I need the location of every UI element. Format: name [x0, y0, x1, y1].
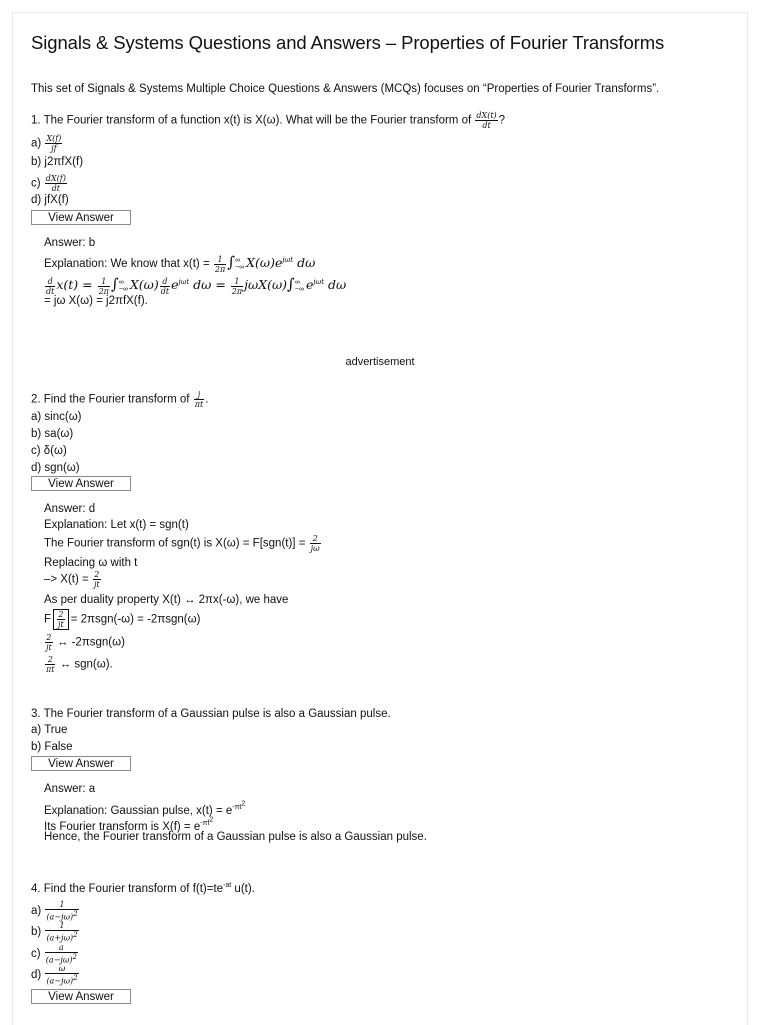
- q3-option-b: b) False: [31, 741, 73, 753]
- intro-text: This set of Signals & Systems Multiple Choice Questions & Answers (MCQs) focuses on “Properties of Fourier Transforms”.: [31, 83, 660, 95]
- q3-answer: Answer: a: [44, 783, 96, 795]
- q2-text: 2. Find the Fourier transform of $\frac{j}{\pi t}$ .: [31, 390, 209, 409]
- q3-expl-3: Hence, the Fourier transform of a Gaussian pulse is also a Gaussian pulse.: [44, 831, 427, 843]
- q2-option-a: a) sinc(ω): [31, 411, 82, 423]
- q4-option-b: b) $\frac{1}{(a+j\omega)^2}$: [31, 921, 78, 943]
- q1-answer: Answer: b: [44, 237, 96, 249]
- q3-view-answer-button[interactable]: View Answer: [31, 756, 131, 771]
- q1-text: 1. The Fourier transform of a function x(t) is X(ω). What will be the Fourier transform of $\frac{dX(t)}{dt}$ ?: [31, 111, 506, 130]
- q1-derivation: $\frac{d}{dt}$ x(t) = $\frac{1}{2\pi}$ ∫∞ −∞ X(ω) $\frac{d}{dt}$ $e^{j\omega t}$ dω = $\frac{1}{2\pi}$ jωX(ω)∫∞ −∞ $e^{j\omega t}$ dω: [46, 275, 347, 296]
- q2-option-c: c) δ(ω): [31, 445, 67, 457]
- q2-expl-3: Replacing ω with t: [44, 557, 138, 569]
- q2-expl-4: –> X(t) = $\frac{2}{jt}$: [44, 570, 100, 589]
- q4-text: 4. Find the Fourier transform of $f(t)=te^{-at}$ u(t).: [31, 882, 255, 895]
- advertisement-label: advertisement: [345, 356, 415, 368]
- q3-expl-2: Its Fourier transform is $X(f) = e^{-\pi f^2}$: [44, 817, 214, 834]
- page-title: Signals & Systems Questions and Answers – Properties of Fourier Transforms: [31, 32, 665, 53]
- q2-option-d: d) sgn(ω): [31, 462, 80, 474]
- q1-option-c: c) $\frac{dX(f)}{dt}$: [31, 174, 66, 193]
- q3-option-a: a) True: [31, 724, 68, 736]
- q4-view-answer-button[interactable]: View Answer: [31, 989, 131, 1004]
- q2-expl-8: $\frac{2}{\pi t}$ ↔ sgn(ω).: [46, 655, 113, 674]
- q2-expl-7: $\frac{2}{jt}$ ↔ -2πsgn(ω): [46, 633, 125, 652]
- q3-text: 3. The Fourier transform of a Gaussian pulse is also a Gaussian pulse.: [31, 708, 391, 720]
- q2-expl-5: As per duality property X(t) ↔ 2πx(-ω), we have: [44, 594, 289, 606]
- q2-view-answer-button[interactable]: View Answer: [31, 476, 131, 491]
- q2-expl-6: F $\frac{2}{jt}$ = 2πsgn(-ω) = -2πsgn(ω): [44, 610, 201, 629]
- q2-expl-1: Explanation: Let x(t) = sgn(t): [44, 519, 189, 531]
- q1-option-b: b) j2πfX(f): [31, 156, 84, 168]
- q2-expl-2: The Fourier transform of sgn(t) is X(ω) = F[sgn(t)] = $\frac{2}{j\omega}$: [44, 534, 320, 553]
- q1-view-answer-button[interactable]: View Answer: [31, 210, 131, 225]
- q3-expl-1: Explanation: Gaussian pulse, $x(t) = e^{-\pi t^2}$: [44, 801, 246, 818]
- q4-option-c: c) $\frac{a}{(a-j\omega)^2}$: [31, 943, 77, 965]
- q2-option-b: b) sa(ω): [31, 428, 74, 440]
- q1-fraction: $\frac{dX(t)}{dt}$: [476, 111, 497, 130]
- q1-option-d: d) jfX(f): [31, 194, 69, 206]
- q4-option-a: a) $\frac{1}{(a-j\omega)^2}$: [31, 900, 78, 922]
- q1-option-a: a) $\frac{X(f)}{jf}$: [31, 134, 62, 153]
- q4-option-d: d) $\frac{\omega}{(a-j\omega)^2}$: [31, 964, 78, 986]
- q1-final: = jω X(ω) = j2πfX(f).: [44, 295, 148, 307]
- q1-explanation: Explanation: We know that x(t) = $\frac{1}{2\pi}$ ∫∞ −∞ $X(\omega)e^{j\omega t}$ dω: [44, 253, 316, 274]
- article-container: [12, 12, 748, 1025]
- q2-answer: Answer: d: [44, 503, 96, 515]
